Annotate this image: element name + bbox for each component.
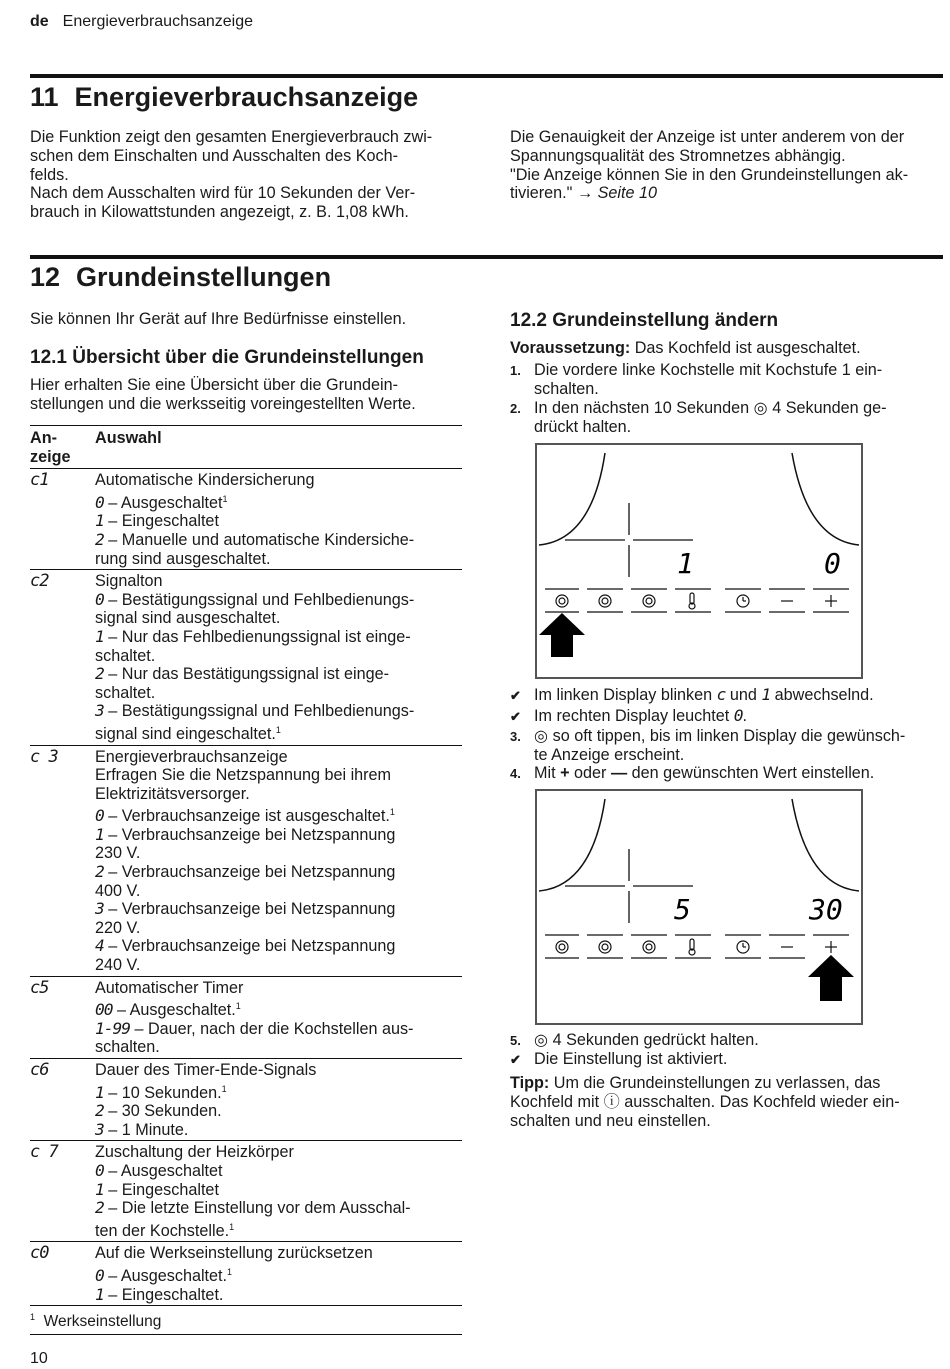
display-code: c5 — [30, 976, 95, 1058]
section-number: 11 — [30, 82, 59, 112]
left-display-digit: 1 — [677, 547, 694, 580]
right-display-digit: 30 — [809, 893, 843, 926]
section-title: Energieverbrauchsanzeige — [74, 82, 419, 112]
display-code: c2 — [30, 570, 95, 745]
text-line: Kochfeld mit ⓘ ausschalten. Das Kochfeld wieder ein- — [510, 1092, 900, 1111]
text-line: Die Funktion zeigt den gesamten Energieverbrauch zwi- — [30, 128, 433, 146]
minus-icon: — — [610, 764, 628, 782]
prerequisite — [510, 339, 861, 358]
header-text: An- — [30, 429, 57, 447]
prerequisite-text: Das Kochfeld ist ausgeschaltet. — [634, 339, 861, 357]
table-footnote-row — [30, 1306, 462, 1335]
text-fragment: den gewünschten Wert einstellen. — [631, 764, 875, 782]
page-header — [30, 13, 253, 31]
text-fragment: 4 Sekunden gedrückt halten. — [552, 1031, 759, 1049]
text-fragment: Im linken Display blinken — [534, 686, 713, 704]
display-code: c 3 — [30, 745, 95, 976]
section-11-left-text — [30, 128, 470, 222]
footnote-text: Werkseinstellung — [43, 1313, 162, 1331]
section-rule — [30, 255, 943, 259]
settings-ring-icon: ◎ — [534, 1031, 549, 1049]
text-line: Die Genauigkeit der Anzeige ist unter anderem von der — [510, 128, 905, 146]
step-number: 5. — [510, 1033, 521, 1048]
text-fragment: te Anzeige erscheint. — [534, 745, 685, 764]
footnote-mark: 1 — [30, 1312, 36, 1323]
selection-cell: Zuschaltung der Heizkörper 0 – Ausgeschaltet 1 – Eingeschaltet 2 – Die letzte Einstellung vor dem Ausschal- ten der Kochstelle.$^1$ — [95, 1141, 462, 1242]
text-line: "Die Anzeige können Sie in den Grundeinstellungen ak- — [510, 165, 909, 184]
table-row — [30, 1141, 462, 1242]
selection-cell: Dauer des Timer-Ende-Signals 1 – 10 Sekunden.$^1$ 2 – 30 Sekunden. 3 – 1 Minute. — [95, 1059, 462, 1141]
text-line: Die Einstellung ist aktiviert. — [534, 1050, 728, 1068]
text-fragment: drückt halten. — [534, 417, 632, 436]
step-2 — [510, 399, 940, 437]
arrow-pointer — [539, 613, 585, 657]
right-display-digit: 0 — [824, 547, 841, 580]
text-line: stellungen und die werksseitig voreingestellten Werte. — [30, 394, 416, 413]
text-line: Nach dem Ausschalten wird für 10 Sekunden der Ver- — [30, 184, 416, 203]
subsection-12-1-title: 12.1 Übersicht über die Grundeinstellungen — [30, 347, 424, 368]
text-line — [510, 184, 945, 203]
page-number: 10 — [30, 1350, 48, 1367]
arrow-pointer — [808, 955, 854, 1001]
tip-label: Tipp: — [510, 1074, 550, 1092]
text-line: brauch in Kilowattstunden angezeigt, z. B. 1,08 kWh. — [30, 203, 409, 222]
section-12-heading — [30, 262, 331, 293]
section-11-right-text — [510, 128, 945, 203]
text-fragment: Um die Grundeinstellungen zu verlassen, das — [553, 1074, 881, 1092]
text-line: schalten und neu einstellen. — [510, 1111, 711, 1130]
display-code: c 7 — [30, 1141, 95, 1242]
step-number: 1. — [510, 363, 521, 378]
step-number: 2. — [510, 401, 521, 416]
left-display-digit: 5 — [674, 893, 691, 926]
result-3 — [510, 1050, 940, 1069]
step-1 — [510, 361, 940, 399]
text-fragment: . — [742, 707, 747, 725]
table-row — [30, 570, 462, 745]
text-fragment: abwechselnd. — [774, 686, 874, 704]
display-code: c1 — [30, 469, 95, 570]
text-fragment: oder — [574, 764, 607, 782]
section-title: Grundeinstellungen — [76, 262, 332, 292]
selection-cell: Energieverbrauchsanzeige Erfragen Sie die Netzspannung bei ihrem Elektrizitätsversorger. 0 – Verbrauchsanzeige ist ausgeschaltet.$^1$ 1 – Verbrauchsanzeige bei Netzspannung 230 V. 2 – Verbrauchsanzeige bei Netzspannung 400 V. 3 – Verbrauchsanzeige bei Netzspannung 220 V. 4 – Verbrauchsanzeige bei Netzspannung 240 V. — [95, 745, 462, 976]
text-fragment: und — [729, 686, 757, 704]
prerequisite-label: Voraussetzung: — [510, 339, 631, 357]
header-text: zeige — [30, 447, 71, 466]
text-line: schen dem Einschalten und Ausschalten des Koch- — [30, 146, 399, 165]
subsection-12-1-text — [30, 376, 470, 414]
language-code: de — [30, 13, 49, 30]
table-row — [30, 976, 462, 1058]
display-code: c0 — [30, 1242, 95, 1306]
display-code: c6 — [30, 1059, 95, 1141]
text-line: schalten. — [534, 379, 599, 398]
display-symbol: 0 — [733, 706, 743, 725]
cooktop-diagram-2 — [537, 791, 861, 1023]
settings-ring-icon: ◎ — [753, 399, 768, 417]
text-line: Hier erhalten Sie eine Übersicht über die Grundein- — [30, 376, 399, 394]
table-row — [30, 1242, 462, 1306]
table-row — [30, 1059, 462, 1141]
section-11-heading — [30, 82, 418, 113]
cooktop-panel-1 — [535, 443, 863, 679]
table-row — [30, 469, 462, 570]
step-3 — [510, 727, 940, 765]
settings-ring-icon: ◎ — [534, 727, 549, 745]
selection-cell: Auf die Werkseinstellung zurücksetzen 0 – Ausgeschaltet.$^1$ 1 – Eingeschaltet. — [95, 1242, 462, 1306]
check-icon: ✔ — [510, 709, 521, 724]
selection-cell: Automatischer Timer 00 – Ausgeschaltet.$^1$ 1-99 – Dauer, nach der die Kochstellen aus- schalten. — [95, 976, 462, 1058]
text-fragment: In den nächsten 10 Sekunden — [534, 399, 750, 417]
subsection-12-2-title: 12.2 Grundeinstellung ändern — [510, 310, 779, 331]
step-number: 4. — [510, 766, 521, 781]
result-2 — [510, 707, 940, 726]
text-line: Die vordere linke Kochstelle mit Kochstufe 1 ein- — [534, 361, 883, 379]
step-5 — [510, 1031, 940, 1050]
page-link[interactable]: → Seite 10 — [576, 184, 658, 203]
section-12-intro: Sie können Ihr Gerät auf Ihre Bedürfnisse einstellen. — [30, 310, 407, 328]
text-line: Spannungsqualität des Stromnetzes abhängig. — [510, 146, 846, 165]
check-icon: ✔ — [510, 688, 521, 703]
table-header-display — [30, 426, 95, 469]
display-symbol: c — [716, 685, 726, 704]
table-row — [30, 745, 462, 976]
text-fragment: Im rechten Display leuchtet — [534, 707, 730, 725]
display-symbol: 1 — [761, 685, 771, 704]
step-number: 3. — [510, 729, 521, 744]
text-fragment: Mit — [534, 764, 556, 782]
plus-icon: + — [560, 764, 570, 782]
text-line — [510, 1074, 940, 1093]
footnote — [30, 1306, 462, 1335]
selection-cell: Automatische Kindersicherung 0 – Ausgeschaltet$^1$ 1 – Eingeschaltet 2 – Manuelle und automatische Kindersiche- rung sind ausgeschaltet. — [95, 469, 462, 570]
tip — [510, 1074, 940, 1130]
check-icon: ✔ — [510, 1052, 521, 1067]
section-rule — [30, 74, 943, 78]
text-line: felds. — [30, 165, 69, 184]
section-number: 12 — [30, 262, 61, 292]
header-title: Energieverbrauchsanzeige — [62, 13, 254, 30]
text-fragment: so oft tippen, bis im linken Display die gewünsch- — [552, 727, 906, 745]
cooktop-diagram-1 — [537, 445, 861, 677]
text-fragment: 4 Sekunden ge- — [772, 399, 887, 417]
cooktop-panel-2 — [535, 789, 863, 1025]
selection-cell: Signalton 0 – Bestätigungssignal und Fehlbedienungs- signal sind ausgeschaltet. 1 – Nur das Fehlbedienungssignal ist einge- schaltet. 2 – Nur das Bestätigungssignal ist einge- schaltet. 3 – Bestätigungssignal und Fehlbedienungs- signal sind eingeschaltet.$^1$ — [95, 570, 462, 745]
step-4 — [510, 764, 940, 783]
result-1 — [510, 686, 940, 705]
table-header-row — [30, 426, 462, 469]
settings-table — [30, 425, 462, 1335]
table-header-selection: Auswahl — [95, 429, 162, 447]
text-fragment: tivieren." — [510, 184, 573, 203]
